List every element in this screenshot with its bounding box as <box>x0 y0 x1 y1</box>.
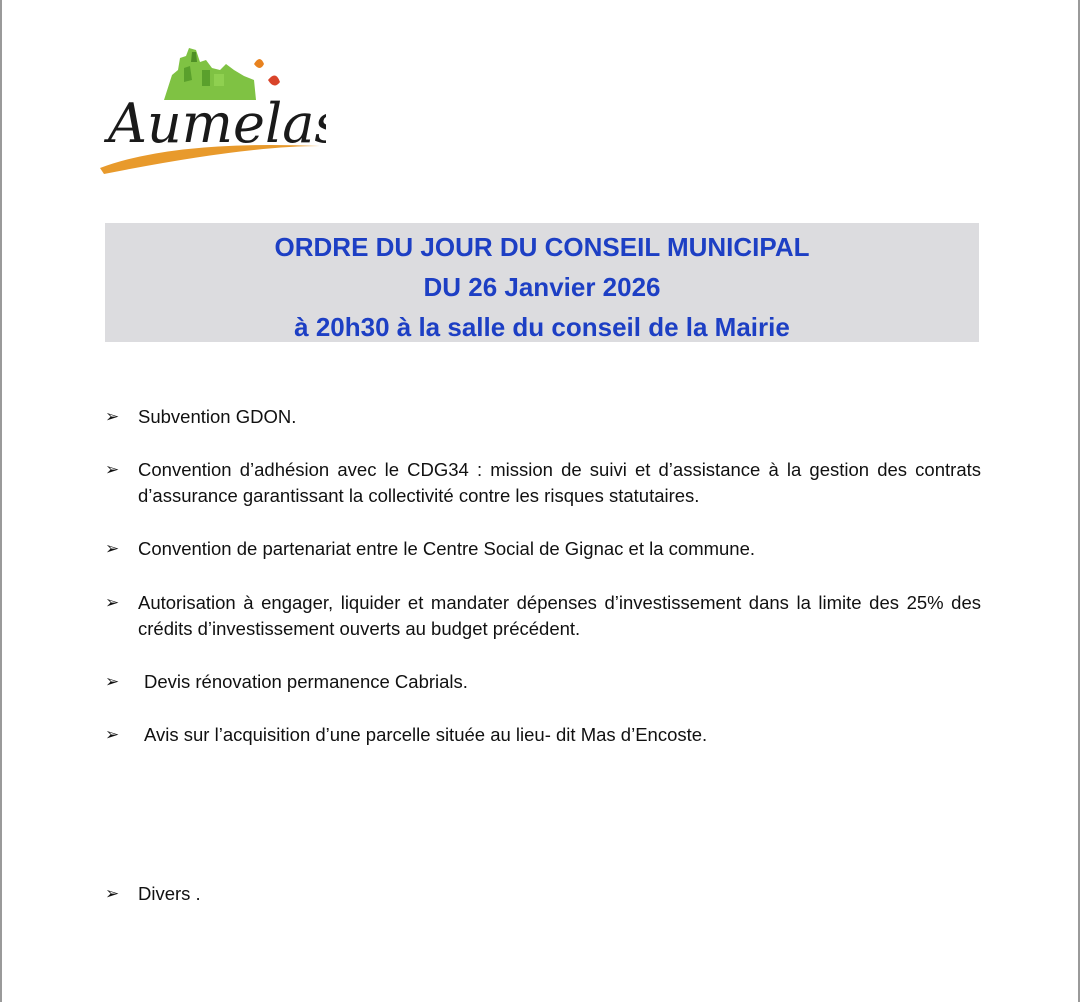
arrow-bullet-icon: ➢ <box>105 725 120 744</box>
logo-lettering: Aumelas <box>108 92 326 155</box>
arrow-bullet-icon: ➢ <box>105 407 120 426</box>
agenda-item-text: Subvention GDON. <box>138 406 297 427</box>
arrow-bullet-icon: ➢ <box>105 539 120 558</box>
title-line-1: ORDRE DU JOUR DU CONSEIL MUNICIPAL <box>274 232 810 262</box>
agenda-item-text: Autorisation à engager, liquider et mandater dépenses d’investissement dans la limite des 25% des crédits d’investissement ouverts au budget précédent. <box>138 592 981 639</box>
agenda-item-text: Divers . <box>138 883 201 904</box>
agenda-item-4 <box>105 590 981 642</box>
title-line-2: DU 26 Janvier 2026 <box>423 272 661 302</box>
agenda-item-text: Convention d’adhésion avec le CDG34 : mission de suivi et d’assistance à la gestion des contrats d’assurance garantissant la collectivité contre les risques statutaires. <box>138 459 981 506</box>
arrow-bullet-icon: ➢ <box>105 593 120 612</box>
title-line-3: à 20h30 à la salle du conseil de la Mairie <box>294 312 790 342</box>
arrow-bullet-icon: ➢ <box>105 884 120 903</box>
agenda-item-7 <box>105 881 981 907</box>
agenda-item-6 <box>105 722 981 748</box>
agenda-item-1 <box>105 404 981 430</box>
agenda-list <box>2 0 1080 1002</box>
agenda-item-text: Devis rénovation permanence Cabrials. <box>144 671 468 692</box>
arrow-bullet-icon: ➢ <box>105 672 120 691</box>
agenda-item-3 <box>105 536 981 562</box>
agenda-item-text: Avis sur l’acquisition d’une parcelle située au lieu- dit Mas d’Encoste. <box>144 724 708 745</box>
agenda-item-5 <box>105 669 981 695</box>
arrow-bullet-icon: ➢ <box>105 460 120 479</box>
agenda-item-text: Convention de partenariat entre le Centre Social de Gignac et la commune. <box>138 538 756 559</box>
agenda-item-2 <box>105 457 981 509</box>
